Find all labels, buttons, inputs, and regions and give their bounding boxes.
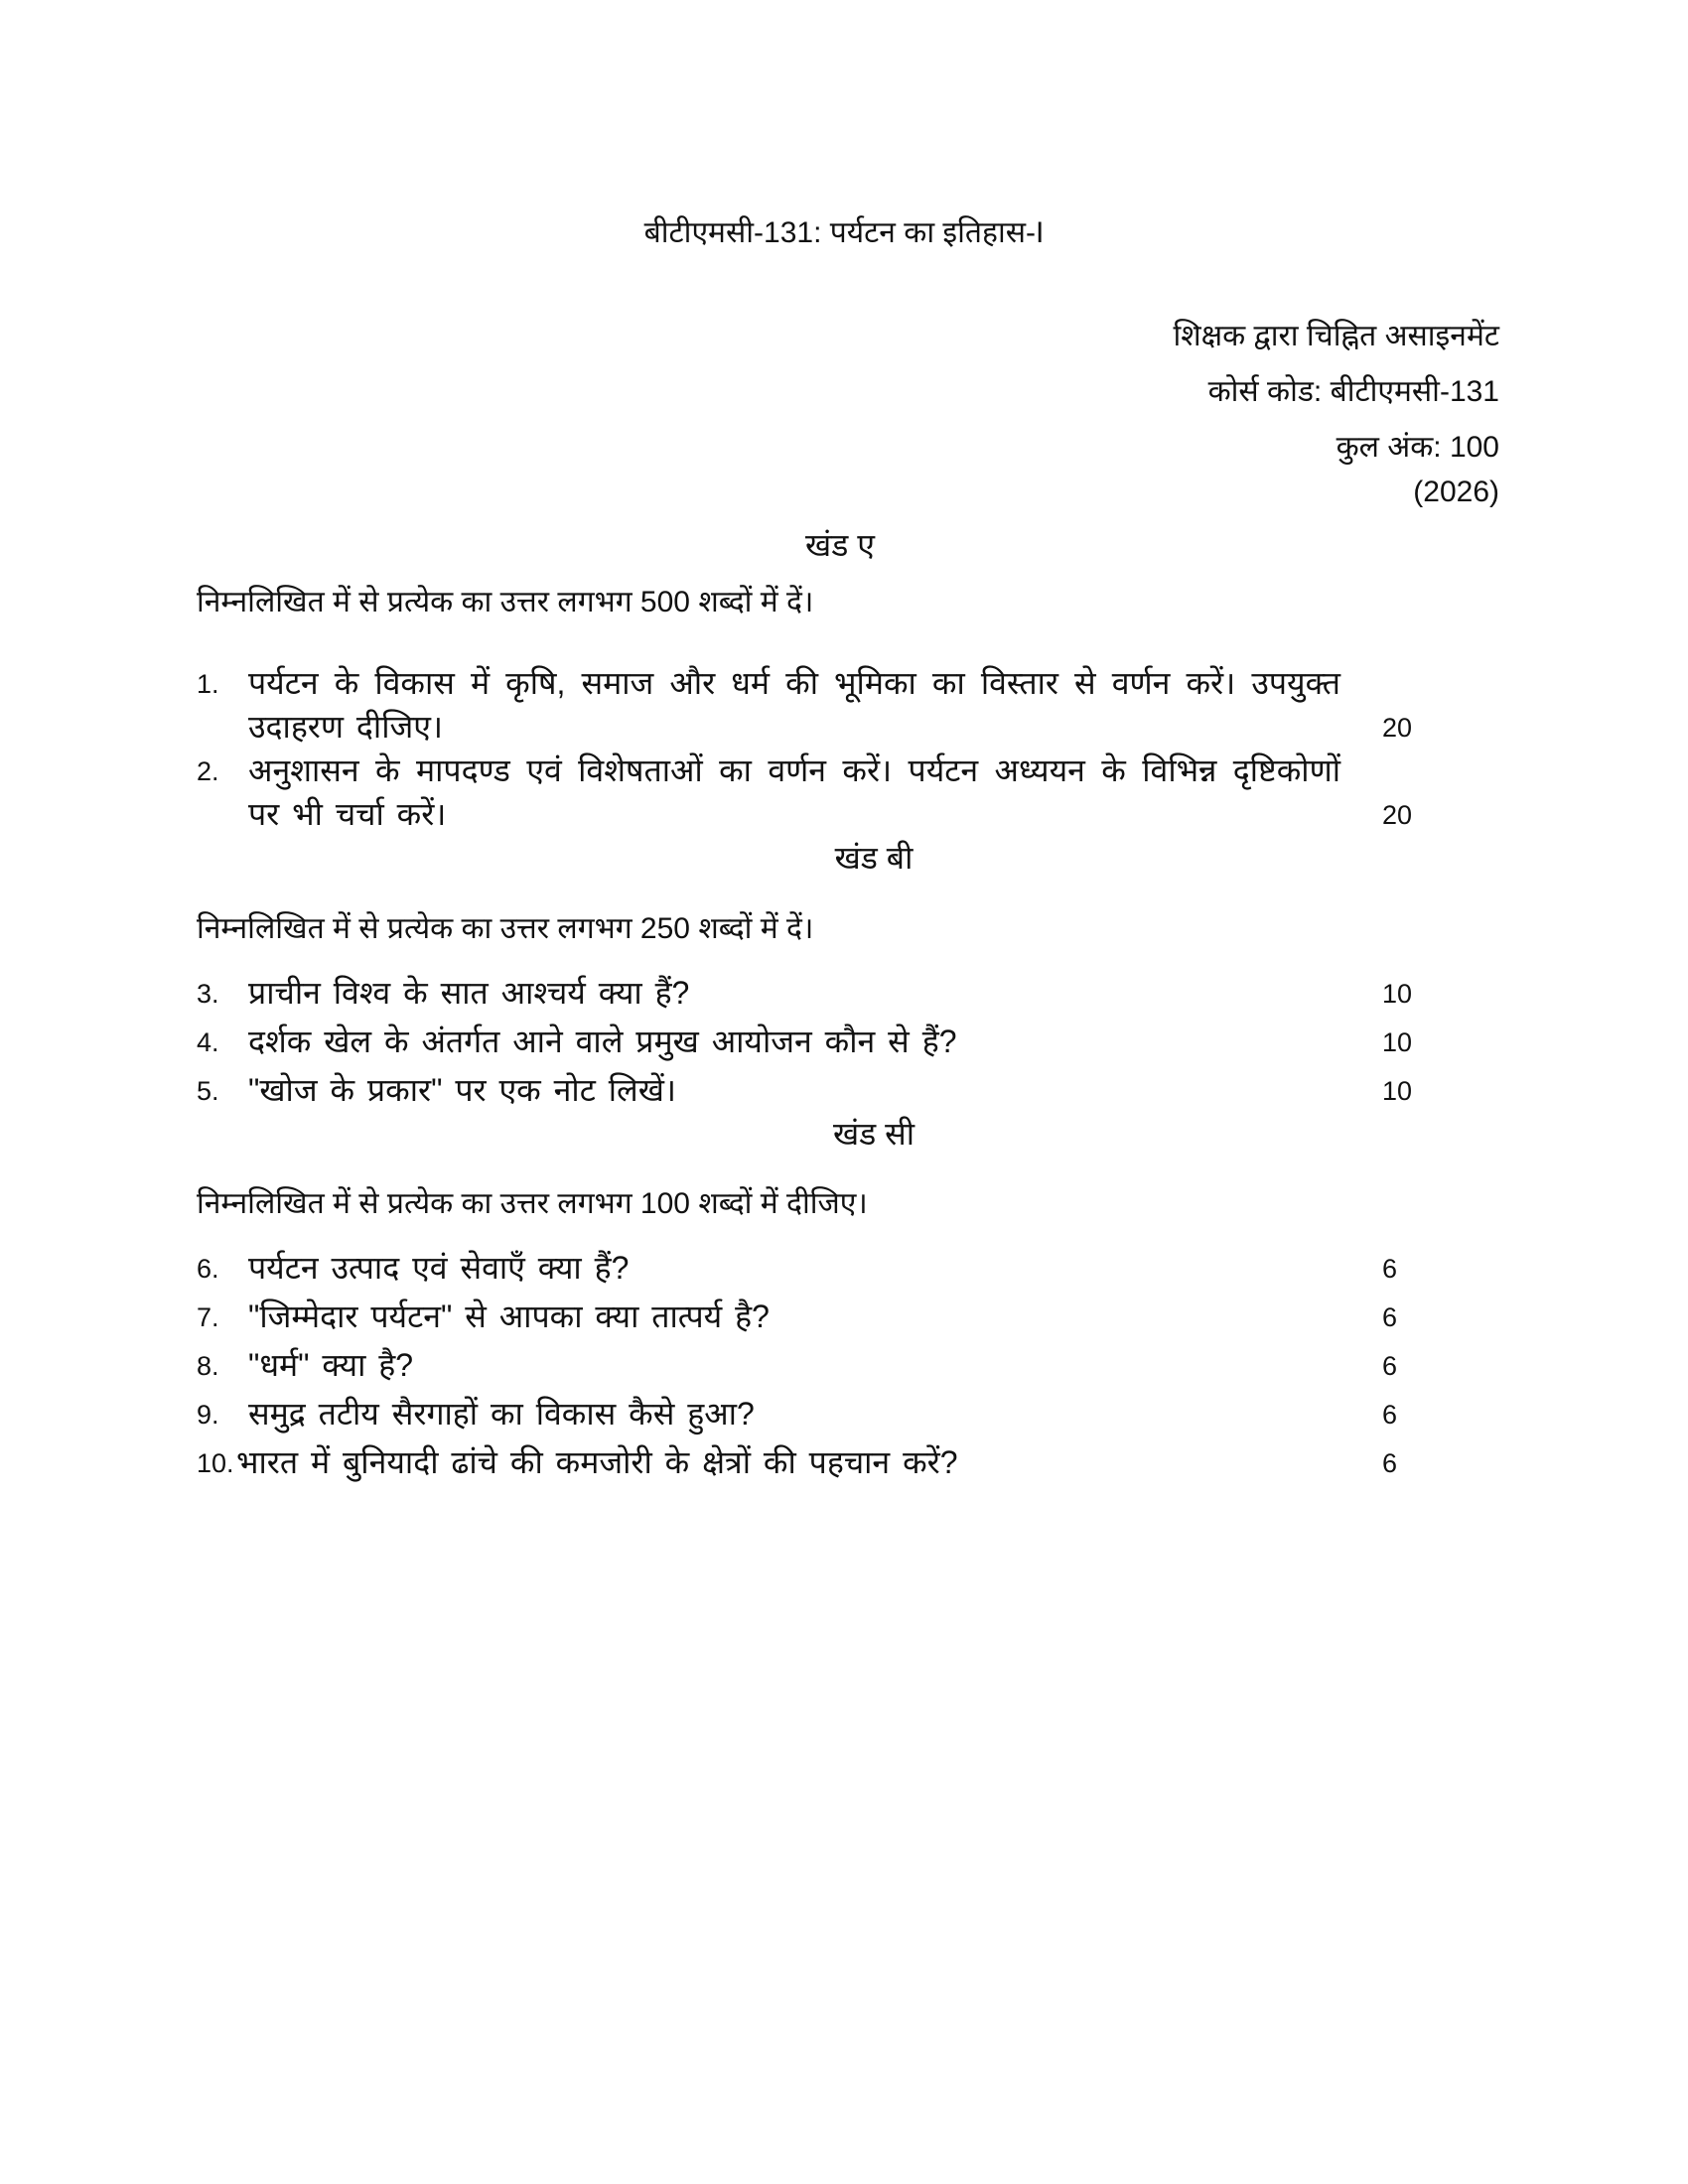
question-text: दर्शक खेल के अंतर्गत आने वाले प्रमुख आयोजन कौन से हैं?	[248, 1024, 957, 1059]
question-number: 6.	[197, 1254, 219, 1284]
question-marks: 6	[1382, 1351, 1398, 1381]
section-c-heading: खंड सी	[832, 1116, 915, 1152]
question-number: 7.	[197, 1302, 219, 1332]
assignment-type: शिक्षक द्वारा चिह्नित असाइनमेंट	[1173, 320, 1499, 352]
question-number: 10.	[197, 1448, 234, 1478]
question-marks: 6	[1382, 1302, 1398, 1332]
section-a-instruction: निम्नलिखित में से प्रत्येक का उत्तर लगभग 500 शब्दों में दें।	[197, 586, 814, 618]
question-text: "धर्म" क्या है?	[248, 1347, 414, 1383]
section-c-instruction: निम्नलिखित में से प्रत्येक का उत्तर लगभग 100 शब्दों में दीजिए।	[197, 1187, 868, 1220]
total-marks: कुल अंक: 100	[1336, 431, 1499, 464]
question-marks: 10	[1382, 1027, 1413, 1057]
question-number: 9.	[197, 1400, 219, 1430]
question-number: 8.	[197, 1351, 219, 1381]
question-marks: 6	[1382, 1448, 1398, 1478]
question-marks: 10	[1382, 1076, 1413, 1106]
question-text: पर्यटन उत्पाद एवं सेवाएँ क्या हैं?	[248, 1250, 630, 1286]
question-number: 2.	[197, 756, 219, 786]
course-code: कोर्स कोड: बीटीएमसी-131	[1207, 375, 1499, 408]
section-b-heading: खंड बी	[834, 840, 914, 876]
question-text: अनुशासन के मापदण्ड एवं विशेषताओं का वर्णन करें। पर्यटन अध्ययन के विभिन्न दृष्टिकोणों पर भी चर्चा करें।	[248, 752, 1340, 832]
question-marks: 10	[1382, 979, 1413, 1009]
question-text: समुद्र तटीय सैरगाहों का विकास कैसे हुआ?	[248, 1396, 755, 1432]
question-marks: 6	[1382, 1254, 1398, 1284]
year: (2026)	[1413, 476, 1499, 508]
section-b-instruction: निम्नलिखित में से प्रत्येक का उत्तर लगभग 250 शब्दों में दें।	[197, 912, 814, 945]
document-title: बीटीएमसी-131: पर्यटन का इतिहास-I	[643, 216, 1045, 249]
question-number: 3.	[197, 979, 219, 1009]
section-a-heading: खंड ए	[805, 527, 875, 563]
question-text: पर्यटन के विकास में कृषि, समाज और धर्म की भूमिका का विस्तार से वर्णन करें। उपयुक्त उदाहरण दीजिए।	[248, 665, 1340, 745]
question-marks: 20	[1382, 713, 1413, 743]
question-text: "खोज के प्रकार" पर एक नोट लिखें।	[248, 1072, 677, 1108]
question-number: 4.	[197, 1027, 219, 1057]
question-number: 1.	[197, 669, 219, 699]
question-number: 5.	[197, 1076, 219, 1106]
question-text: "जिम्मेदार पर्यटन" से आपका क्या तात्पर्य है?	[248, 1298, 770, 1334]
question-text: भारत में बुनियादी ढांचे की कमजोरी के क्षेत्रों की पहचान करें?	[236, 1444, 958, 1480]
question-text: प्राचीन विश्व के सात आश्चर्य क्या हैं?	[248, 975, 690, 1011]
question-marks: 6	[1382, 1400, 1398, 1430]
question-marks: 20	[1382, 800, 1413, 830]
